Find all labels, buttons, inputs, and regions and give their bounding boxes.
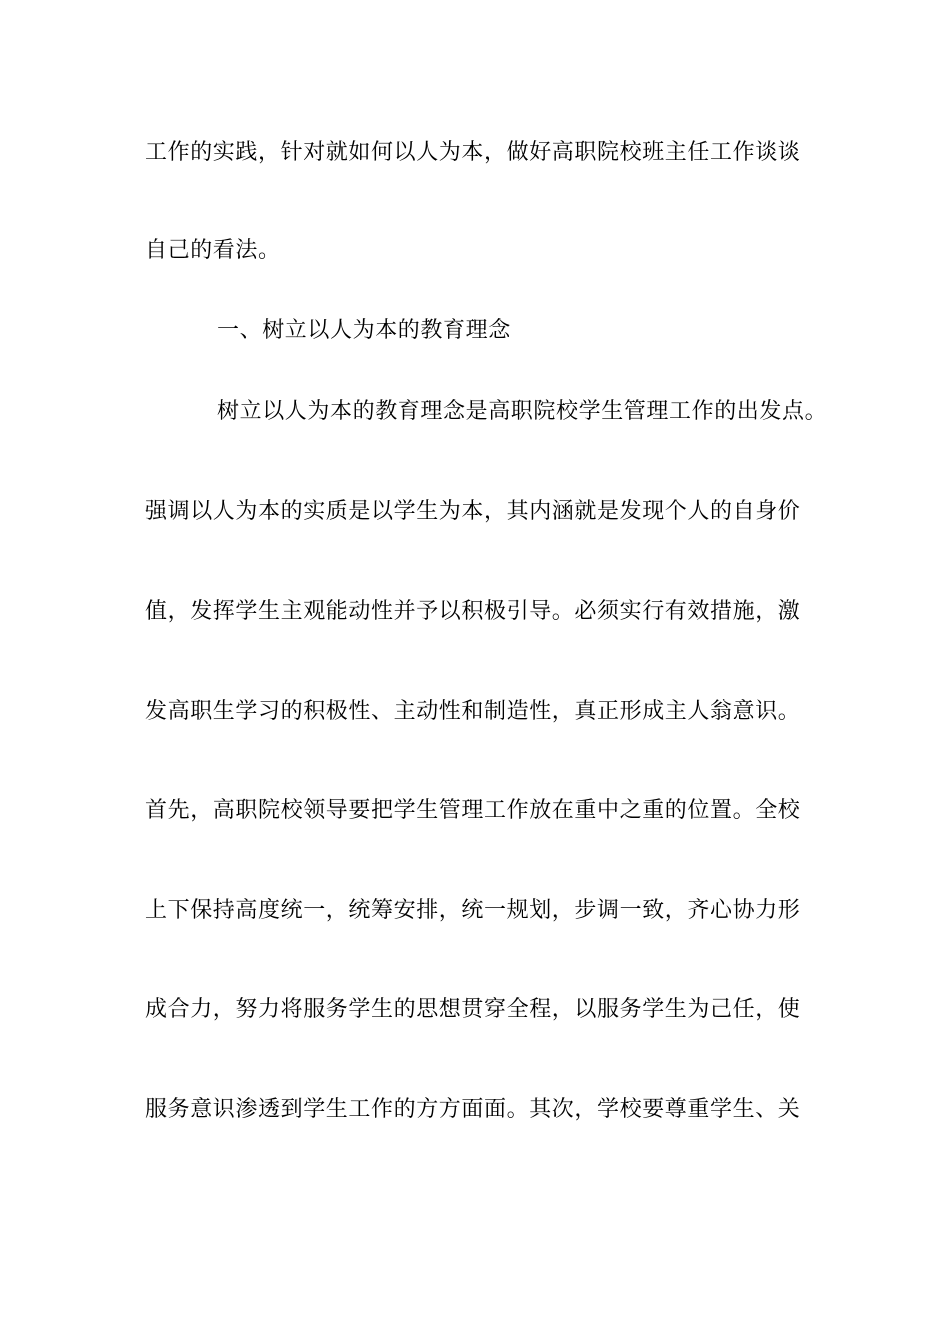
body-text-line: 强调以人为本的实质是以学生为本，其内涵就是发现个人的自身价 [145, 499, 801, 524]
body-text-line: 发高职生学习的积极性、主动性和制造性，真正形成主人翁意识。 [145, 699, 801, 724]
body-text-line: 服务意识渗透到学生工作的方方面面。其次，学校要尊重学生、关 [145, 1097, 801, 1122]
body-text-line: 成合力，努力将服务学生的思想贯穿全程，以服务学生为己任，使 [145, 997, 801, 1022]
body-text-line: 工作的实践，针对就如何以人为本，做好高职院校班主任工作谈谈 [145, 140, 801, 165]
section-heading: 一、树立以人为本的教育理念 [217, 318, 511, 343]
paragraph-first-line: 树立以人为本的教育理念是高职院校学生管理工作的出发点。 [217, 399, 828, 424]
body-text-line: 上下保持高度统一，统筹安排，统一规划，步调一致，齐心协力形 [145, 898, 801, 923]
body-text-line: 自己的看法。 [145, 238, 281, 263]
body-text-line: 值，发挥学生主观能动性并予以积极引导。必须实行有效措施，激 [145, 599, 801, 624]
body-text-line: 首先，高职院校领导要把学生管理工作放在重中之重的位置。全校 [145, 798, 801, 823]
